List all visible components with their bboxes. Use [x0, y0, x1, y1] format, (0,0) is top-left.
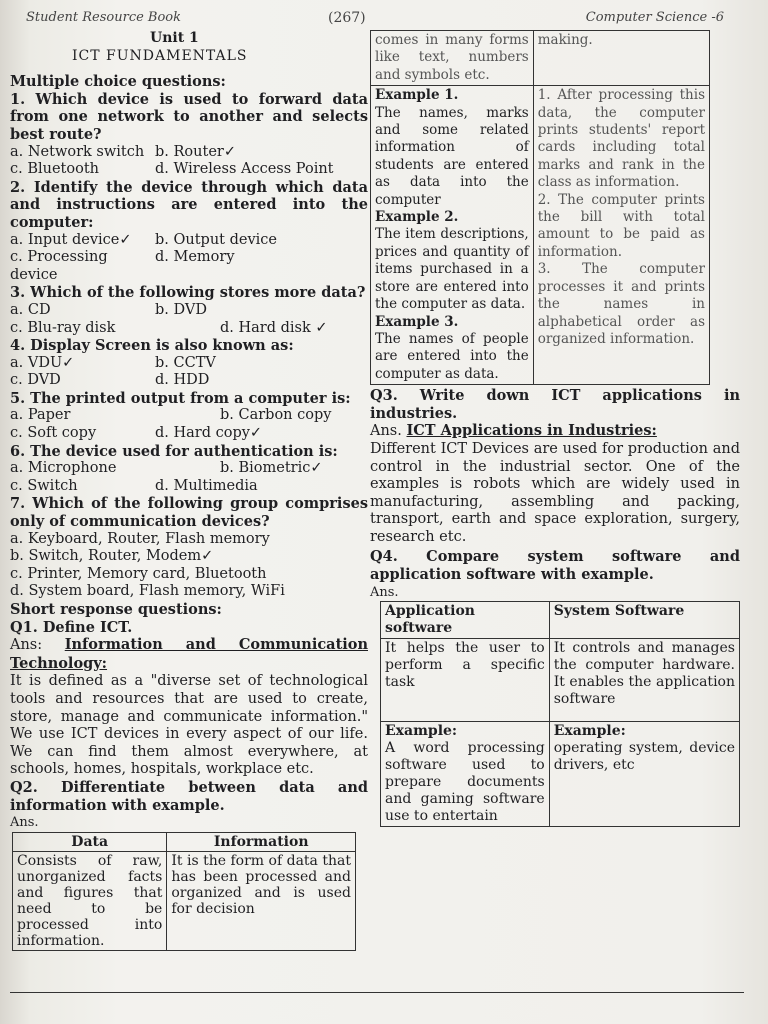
example-label: Example:: [385, 723, 458, 740]
table-row: [371, 31, 710, 86]
left-column: [10, 30, 368, 951]
mcq-item: [10, 443, 368, 496]
examples-data-cell: [371, 86, 534, 385]
q1-block: [10, 619, 368, 779]
q3-answer: Different ICT Devices are used for production and control in the industrial sector. One of the examples is robots which are widely used in manufacturing, assembling and packing, transport, earth and space exploration, surgery, research etc.: [370, 440, 740, 545]
unit-label: Unit 1: [150, 30, 199, 46]
table-cell: comes in many forms like text, numbers and symbols etc.: [371, 31, 534, 86]
example-label: Example 2.: [375, 209, 459, 226]
mcq-option: c. Switch: [10, 477, 78, 494]
table-cell: It is the form of data that has been processed and organized and is used for decision: [167, 851, 356, 950]
mcq-option: b. CCTV: [155, 354, 216, 371]
table-row: [381, 722, 740, 827]
table-header-application: Application software: [381, 602, 550, 639]
mcq-question: 3. Which of the following stores more data?: [10, 284, 366, 302]
table-cell: Consists of raw, unorganized facts and figures that need to be processed into information.: [13, 851, 167, 950]
mcq-item: [10, 390, 368, 443]
q4-block: [370, 548, 740, 827]
mcq-option: b. Output device: [155, 231, 278, 248]
table-row: [371, 86, 710, 385]
mcq-option: d. Hard copy✓: [155, 425, 263, 442]
example-label: Example 3.: [375, 313, 459, 330]
table-header-data: Data: [13, 832, 167, 851]
mcq-option: d. Multimedia: [155, 477, 258, 494]
example-text: 2. The computer prints the bill with total amount to be paid as information.: [537, 191, 705, 260]
software-comparison-table: [380, 601, 740, 827]
header-book-title: Student Resource Book: [26, 10, 182, 25]
short-response-heading: Short response questions:: [10, 601, 222, 618]
mcq-option: b. DVD: [155, 301, 207, 318]
table-cell: It controls and manages the computer hardware. It enables the application software: [549, 639, 739, 722]
q3-ans-label: Ans.: [370, 423, 402, 440]
table-row: [381, 639, 740, 722]
mcq-item: [10, 495, 368, 601]
q1-answer: It is defined as a "diverse set of technological tools and resources that are used to create, store, manage and communicate information." We use ICT devices in every aspect of our life. We can find them almost everywhere, at schools, homes, hospitals, workplace etc.: [10, 673, 368, 778]
example-text: operating system, device drivers, etc: [553, 740, 735, 774]
mcq-question: 2. Identify the device through which data and instructions are entered into the computer:: [10, 178, 368, 231]
mcq-heading: Multiple choice questions:: [10, 73, 226, 91]
mcq-option: a. Keyboard, Router, Flash memory: [10, 530, 270, 547]
mcq-option: d. Hard disk ✓: [220, 319, 328, 336]
right-column: [370, 30, 740, 827]
table-header-system: System Software: [549, 602, 739, 639]
mcq-option: b. Router✓: [155, 143, 236, 160]
mcq-option: d. System board, Flash memory, WiFi: [10, 583, 285, 600]
data-information-table: [12, 832, 356, 951]
mcq-question: 1. Which device is used to forward data from one network to another and selects best route?: [10, 90, 368, 143]
q1-ans-label: Ans:: [10, 637, 43, 654]
example-label: Example 1.: [375, 87, 459, 104]
table-cell: [381, 722, 550, 827]
mcq-option: c. DVD: [10, 372, 61, 389]
mcq-option: b. Carbon copy: [220, 407, 332, 424]
mcq-item: [10, 284, 368, 337]
q2-block: [10, 779, 368, 951]
mcq-question: 7. Which of the following group comprises only of communication devices?: [10, 495, 368, 531]
mcq-option: a. Microphone: [10, 460, 117, 477]
example-text: The names, marks and some related information of students are entered as data into the computer: [375, 104, 529, 208]
mcq-option: c. Soft copy: [10, 425, 97, 442]
table-cell: [549, 722, 739, 827]
q2-ans-label: Ans.: [10, 815, 39, 831]
mcq-option: d. HDD: [155, 372, 210, 389]
q3-question: Q3. Write down ICT applications in industries.: [370, 387, 740, 422]
example-text: 1. After processing this data, the computer prints students' report cards including total marks and rank in the class as information.: [537, 87, 705, 191]
mcq-option: a. CD: [10, 301, 51, 318]
q4-question: Q4. Compare system software and application software with example.: [370, 548, 740, 584]
mcq-option: d. Wireless Access Point: [155, 161, 334, 178]
q3-ans-title: ICT Applications in Industries:: [406, 422, 657, 440]
mcq-question: 4. Display Screen is also known as:: [10, 337, 294, 355]
example-text: The item descriptions, prices and quantity of items purchased in a store are entered into the computer as data.: [375, 226, 529, 313]
mcq-item: [10, 91, 368, 179]
examples-info-cell: [533, 86, 709, 385]
mcq-item: [10, 337, 368, 390]
mcq-option: a. Paper: [10, 407, 71, 424]
data-information-table-continued: [370, 30, 710, 385]
mcq-option: b. Biometric✓: [220, 460, 323, 477]
mcq-question: 6. The device used for authentication is:: [10, 442, 338, 460]
mcq-option: c. Bluetooth: [10, 161, 100, 178]
example-text: A word processing software used to prepare documents and gaming software use to entertain: [385, 740, 545, 825]
example-text: The names of people are entered into the computer as data.: [375, 330, 529, 382]
example-text: 3. The computer processes it and prints the names in alphabetical order as organized information.: [537, 261, 705, 347]
q1-ans-title: Information and Communication Technology:: [10, 636, 368, 672]
page-number: (267): [328, 10, 366, 26]
table-row: [13, 851, 356, 950]
mcq-option: c. Processing device: [10, 249, 108, 283]
mcq-option: d. Memory: [155, 249, 235, 266]
q1-question: Q1. Define ICT.: [10, 618, 133, 636]
mcq-option: c. Blu-ray disk: [10, 319, 116, 336]
q2-question: Q2. Differentiate between data and information with example.: [10, 778, 368, 814]
chapter-title: ICT FUNDAMENTALS: [72, 47, 248, 64]
example-label: Example:: [553, 723, 626, 740]
table-cell: making.: [533, 31, 709, 86]
table-header-information: Information: [167, 832, 356, 851]
bottom-rule: [10, 992, 744, 993]
table-cell: It helps the user to perform a specific task: [381, 639, 550, 722]
mcq-question: 5. The printed output from a computer is:: [10, 389, 351, 407]
mcq-option: b. Switch, Router, Modem✓: [10, 548, 214, 565]
mcq-option: a. Input device✓: [10, 231, 132, 248]
q4-ans-label: Ans.: [370, 584, 399, 600]
mcq-option: c. Printer, Memory card, Bluetooth: [10, 565, 267, 582]
mcq-option: a. VDU✓: [10, 354, 75, 371]
mcq-option: a. Network switch: [10, 143, 145, 160]
header-subject: Computer Science -6: [585, 10, 724, 25]
q3-block: [370, 387, 740, 546]
mcq-item: [10, 179, 368, 285]
